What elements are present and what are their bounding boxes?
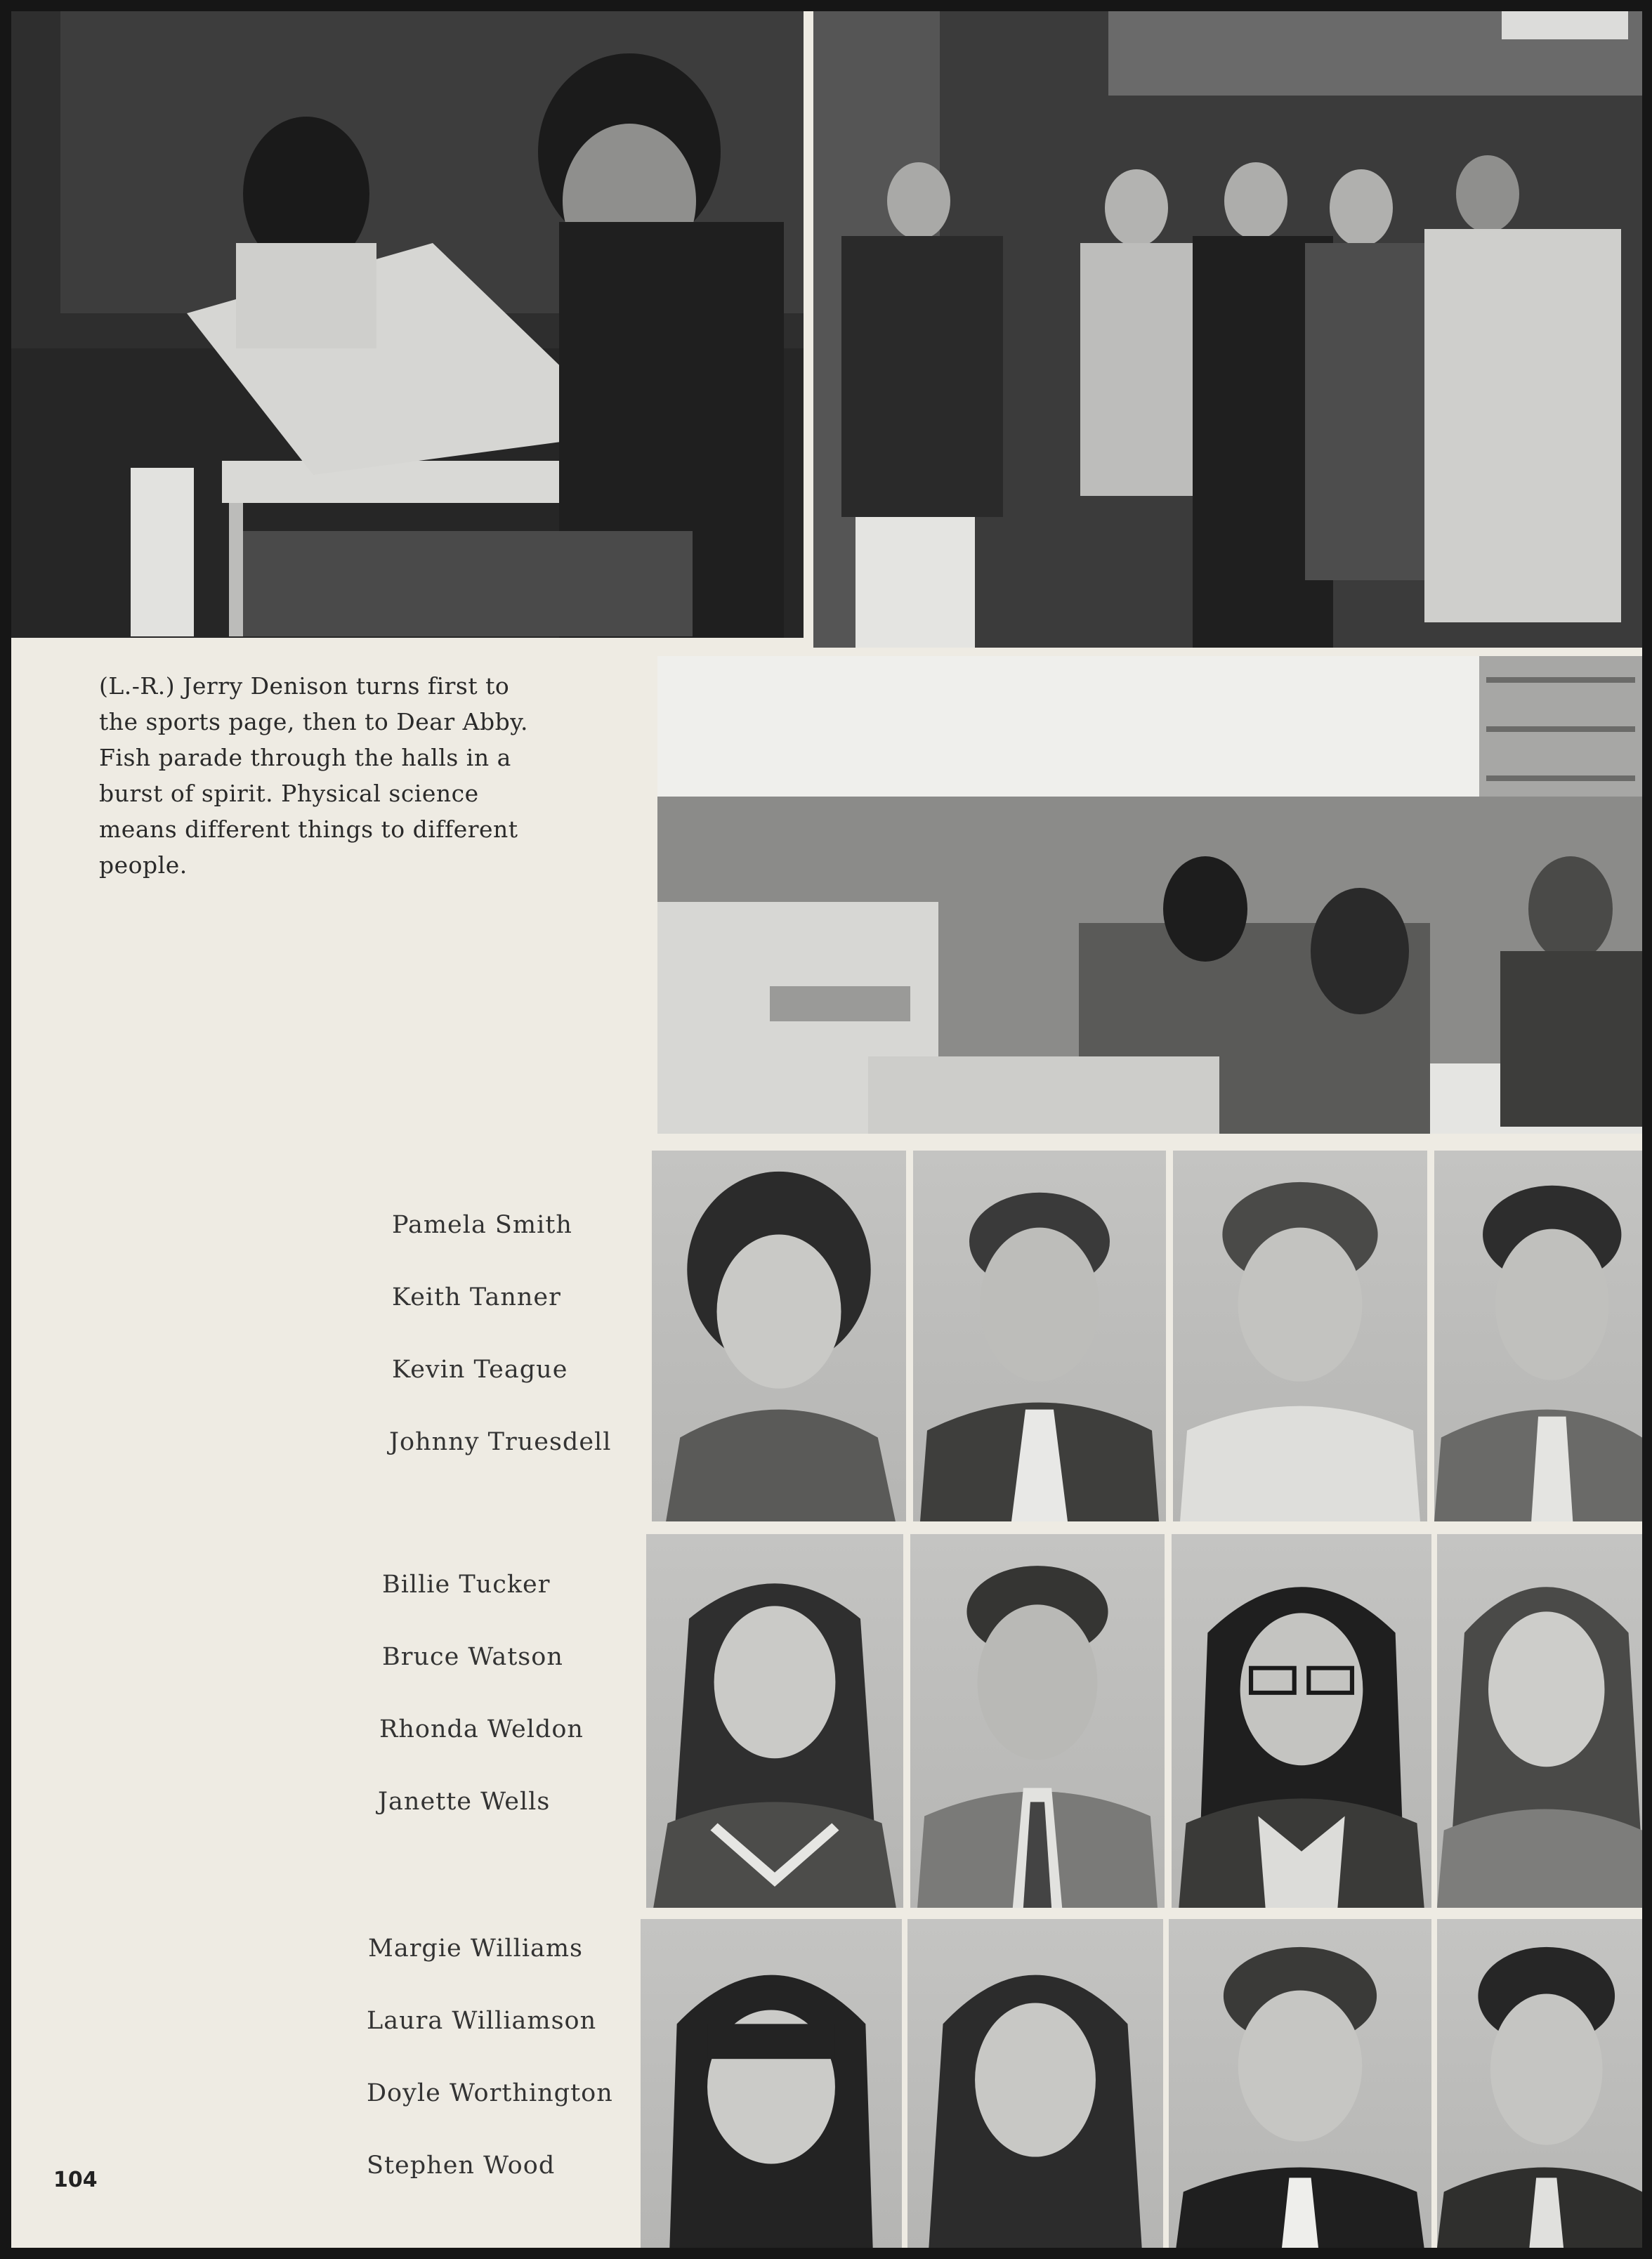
student-name: Margie Williams [368,1934,584,1963]
yearbook-page [11,11,1642,2248]
portrait [1172,1534,1431,1908]
student-name: Laura Williamson [367,2007,597,2035]
student-name: Doyle Worthington [367,2079,613,2107]
portrait [646,1534,903,1908]
portrait [1173,1151,1427,1521]
page-number: 104 [53,2168,98,2192]
student-name: Rhonda Weldon [379,1715,584,1743]
portrait [910,1534,1165,1908]
student-name: Johnny Truesdell [389,1428,612,1456]
portrait [641,1919,902,2248]
portrait [1434,1151,1642,1521]
names-group-2 [375,1567,584,1857]
portrait [1437,1919,1642,2248]
student-name: Kevin Teague [392,1356,568,1384]
photo-caption: (L.-R.) Jerry Denison turns first to the sports page, then to Dear Abby. Fish parade through the halls in a burst of spirit. Physical science means different things to different people. [99,672,529,879]
names-group-3 [364,1931,613,2220]
student-name: Janette Wells [378,1788,551,1816]
names-group-1 [383,1207,611,1497]
portrait [652,1151,906,1521]
photo-physical-science-class [657,656,1642,1134]
portrait [1169,1919,1431,2248]
photo-newspaper-reader [11,11,804,638]
student-name: Keith Tanner [392,1283,561,1311]
portrait [1437,1534,1642,1908]
portrait [907,1919,1163,2248]
student-name: Bruce Watson [382,1643,563,1671]
student-name: Pamela Smith [392,1211,572,1239]
portrait [913,1151,1166,1521]
student-name: Stephen Wood [367,2152,556,2180]
student-name: Billie Tucker [382,1571,551,1599]
photo-fish-parade [813,11,1642,648]
